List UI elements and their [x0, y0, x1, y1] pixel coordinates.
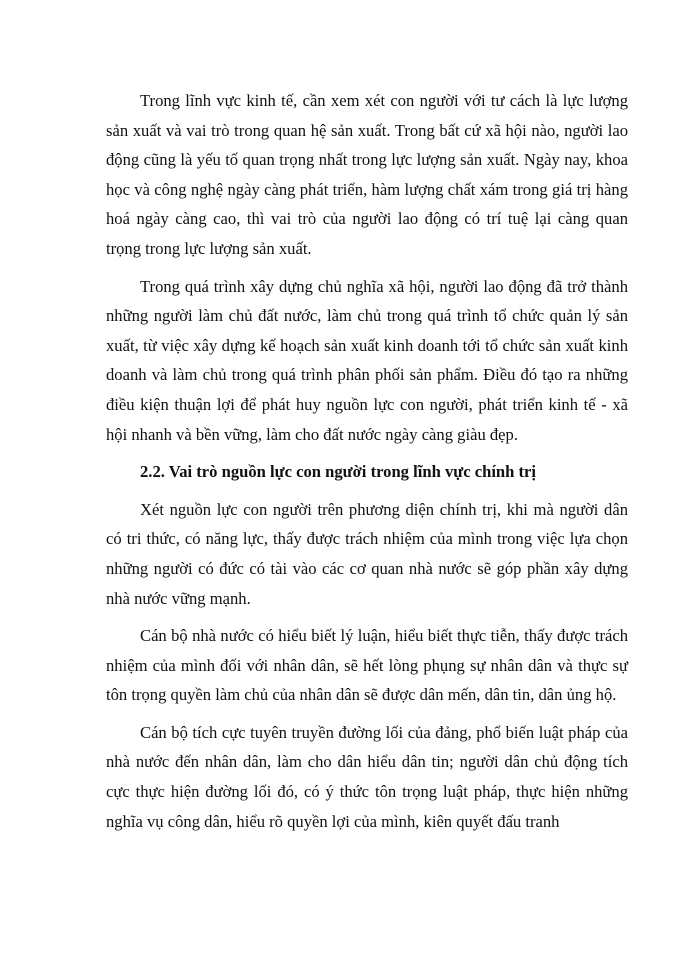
document-body [106, 86, 628, 844]
section-heading: 2.2. Vai trò nguồn lực con người trong lĩnh vực chính trị [140, 462, 537, 482]
paragraph-political-aspect: Xét nguồn lực con người trên phương diện chính trị, khi mà người dân có tri thức, có năng lực, thấy được trách nhiệm của mình trong việc lựa chọn những người có đức có tài vào các cơ quan nhà nước sẽ góp phần xây dựng nhà nước vững mạnh. [106, 499, 628, 608]
paragraph-state-officials: Cán bộ nhà nước có hiểu biết lý luận, hiểu biết thực tiễn, thấy được trách nhiệm của mình đối với nhân dân, sẽ hết lòng phụng sự nhân dân và thực sự tôn trọng quyền làm chủ của nhân dân sẽ được dân mến, dân tin, dân ủng hộ. [106, 626, 628, 705]
paragraph-economy-labor-force: Trong lĩnh vực kinh tế, cần xem xét con người với tư cách là lực lượng sản xuất và vai trò trong quan hệ sản xuất. Trong bất cứ xã hội nào, người lao động cũng là yếu tố quan trọng nhất trong lực lượng sản xuất. Ngày nay, khoa học và công nghệ ngày càng phát triển, hàm lượng chất xám trong giá trị hàng hoá ngày càng cao, thì vai trò của người lao động có trí tuệ lại càng quan trọng trong lực lượng sản xuất. [106, 91, 628, 258]
paragraph-socialism-building: Trong quá trình xây dựng chủ nghĩa xã hội, người lao động đã trở thành những người làm chủ đất nước, làm chủ trong quá trình tổ chức quản lý sản xuất, từ việc xây dựng kế hoạch sản xuất kinh doanh tới tổ chức sản xuất kinh doanh và làm chủ trong quá trình phân phối sản phẩm. Điều đó tạo ra những điều kiện thuận lợi để phát huy nguồn lực con người, phát triển kinh tế - xã hội nhanh và bền vững, làm cho đất nước ngày càng giàu đẹp. [106, 276, 628, 444]
paragraph-propaganda: Cán bộ tích cực tuyên truyền đường lối của đảng, phổ biến luật pháp của nhà nước đến nhân dân, làm cho dân hiểu dân tin; người dân chủ động tích cực thực hiện đường lối đó, có ý thức tôn trọng luật pháp, thực hiện những nghĩa vụ công dân, hiểu rõ quyền lợi của mình, kiên quyết đấu tranh [106, 722, 628, 831]
